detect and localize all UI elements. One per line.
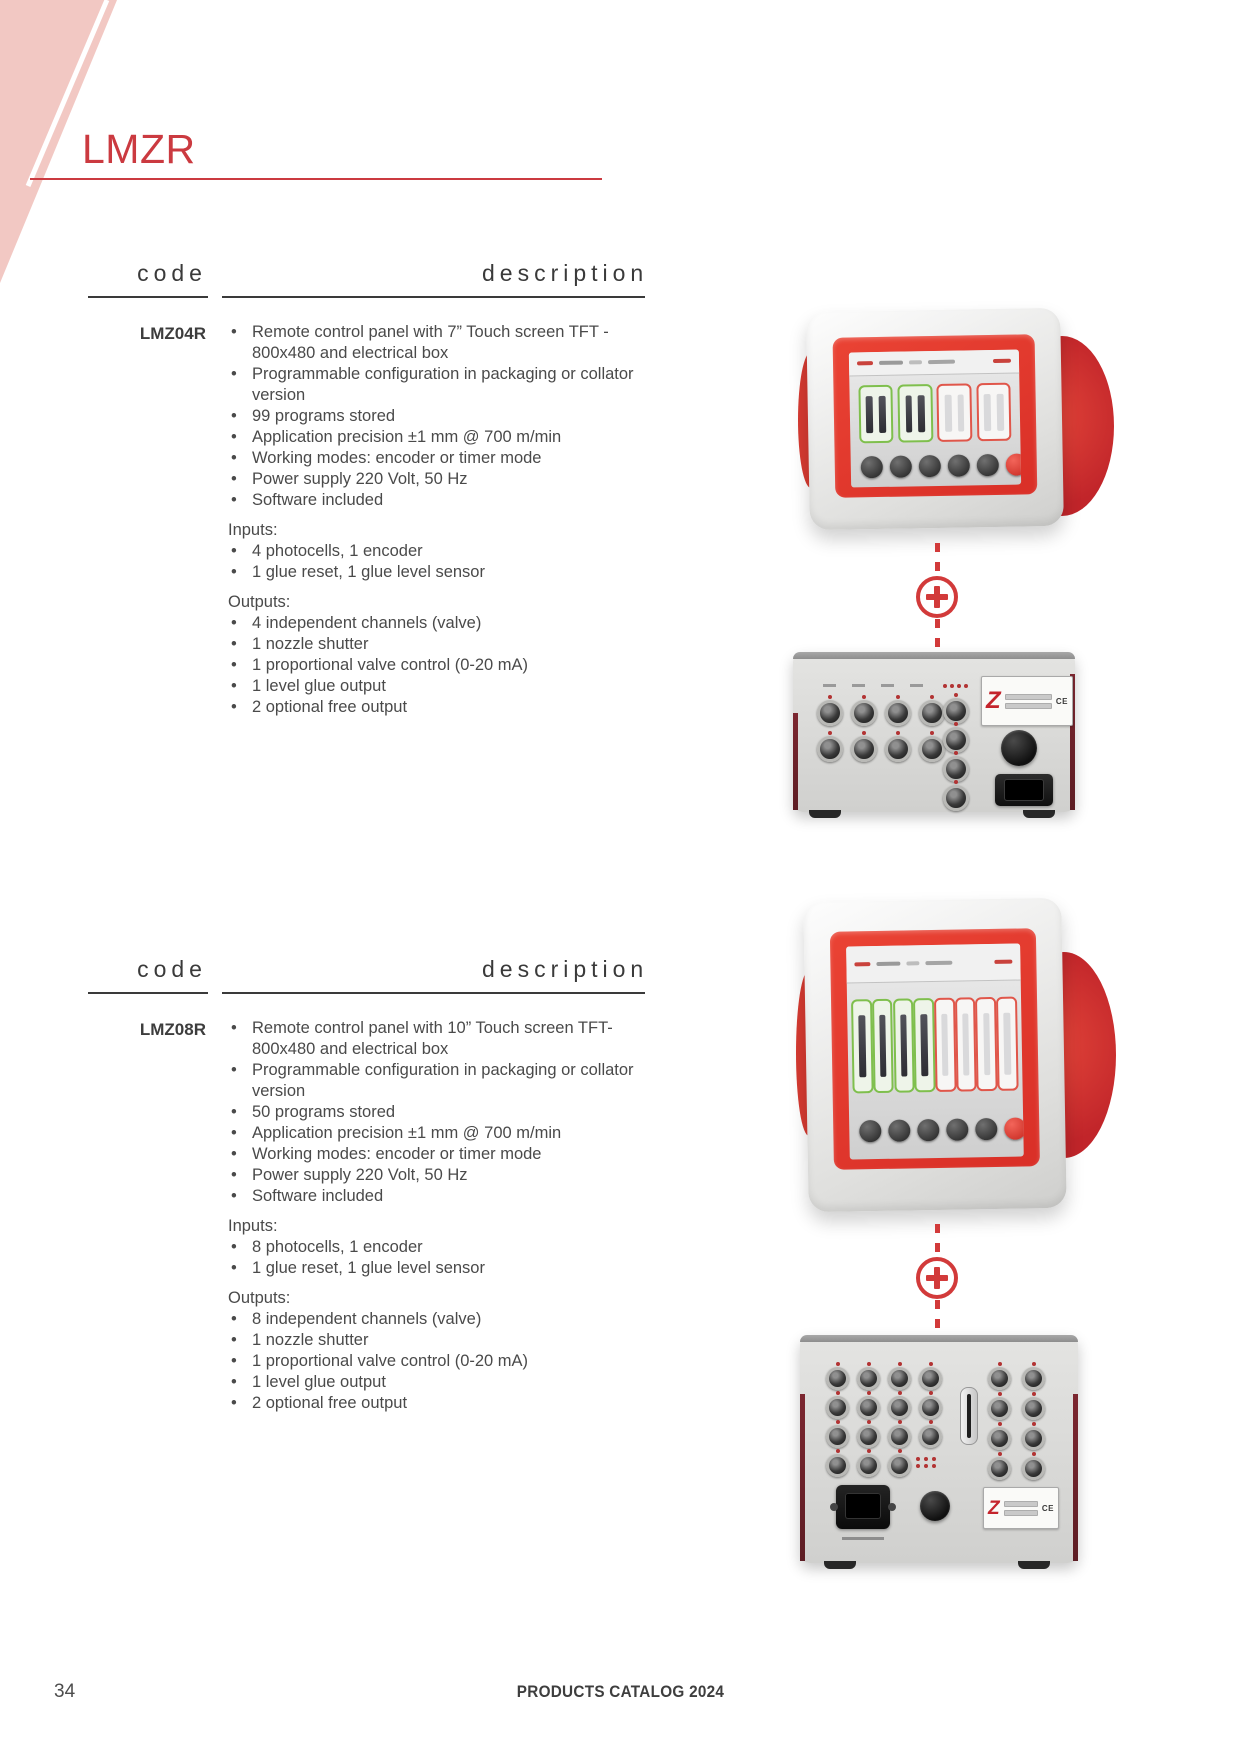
channel-tile-active bbox=[897, 384, 933, 442]
brand-z-logo: Z bbox=[986, 687, 1001, 714]
input-bullet: • 1 glue reset, 1 glue level sensor bbox=[228, 1258, 638, 1279]
spec-bullet: • Programmable configuration in packaging or collator version bbox=[228, 364, 638, 406]
photo-electrical-box-4ch bbox=[793, 652, 1075, 812]
connector-socket bbox=[888, 1367, 911, 1390]
spec-bullet: • Remote control panel with 10” Touch screen TFT- 800x480 and electrical box bbox=[228, 1018, 638, 1060]
connector-socket bbox=[988, 1457, 1011, 1480]
screen-buttons-row bbox=[851, 450, 1022, 487]
spec-bullet: • 50 programs stored bbox=[228, 1102, 638, 1123]
spec-bullet: • Power supply 220 Volt, 50 Hz bbox=[228, 469, 638, 490]
channel-tile-inactive bbox=[955, 997, 977, 1092]
power-label bbox=[842, 1537, 884, 1540]
round-cap bbox=[920, 1491, 950, 1521]
connector-row bbox=[826, 1367, 942, 1390]
connector-socket bbox=[943, 756, 969, 782]
connector-socket bbox=[1022, 1457, 1045, 1480]
connector-socket bbox=[919, 736, 945, 762]
page-number: 34 bbox=[54, 1681, 76, 1702]
connector-socket bbox=[988, 1397, 1011, 1420]
box-foot bbox=[809, 810, 841, 818]
inputs-list bbox=[228, 1237, 638, 1279]
screen-status-bar bbox=[849, 350, 1019, 377]
panel-touchscreen bbox=[849, 350, 1021, 488]
connector-socket bbox=[857, 1454, 880, 1477]
connector-socket bbox=[851, 736, 877, 762]
screen-button-icon bbox=[917, 1119, 939, 1141]
connector-socket bbox=[943, 727, 969, 753]
panel-body bbox=[806, 308, 1064, 530]
spec-bullet: • Programmable configuration in packaging or collator version bbox=[228, 1060, 638, 1102]
inputs-list bbox=[228, 541, 638, 583]
connector-column bbox=[943, 698, 969, 811]
product-code: LMZ04R bbox=[139, 324, 206, 343]
round-cap bbox=[1001, 730, 1037, 766]
connector-socket bbox=[888, 1396, 911, 1419]
channel-tile-inactive bbox=[975, 996, 997, 1091]
output-bullet: • 1 level glue output bbox=[228, 1372, 638, 1393]
screen-buttons-row bbox=[849, 1106, 1024, 1160]
box-left-edge bbox=[793, 713, 798, 810]
outputs-list bbox=[228, 613, 638, 718]
screen-button-icon bbox=[890, 455, 912, 477]
output-bullet: • 4 independent channels (valve) bbox=[228, 613, 638, 634]
outputs-list bbox=[228, 1309, 638, 1414]
output-bullet: • 2 optional free output bbox=[228, 697, 638, 718]
home-button-icon bbox=[1006, 453, 1022, 475]
description-column-header: description bbox=[482, 260, 649, 286]
ce-mark: CE bbox=[1055, 696, 1068, 706]
connector-row bbox=[817, 736, 945, 762]
connector-socket bbox=[1022, 1367, 1045, 1390]
description-header-rule bbox=[222, 992, 645, 994]
connector-socket bbox=[817, 700, 843, 726]
connector-socket bbox=[1022, 1397, 1045, 1420]
title-rule bbox=[30, 178, 602, 180]
spec-bullet: • 99 programs stored bbox=[228, 406, 638, 427]
plus-circle-icon bbox=[916, 576, 958, 618]
connector-socket bbox=[919, 1396, 942, 1419]
product-description bbox=[228, 1018, 638, 1414]
description-header-rule bbox=[222, 296, 645, 298]
output-bullet: • 2 optional free output bbox=[228, 1393, 638, 1414]
channel-tile-active bbox=[851, 999, 873, 1094]
status-dots bbox=[916, 1457, 937, 1468]
input-bullet: • 8 photocells, 1 encoder bbox=[228, 1237, 638, 1258]
plus-connector-icon bbox=[916, 1224, 958, 1334]
channel-tile-active bbox=[858, 385, 894, 443]
connector-socket bbox=[857, 1425, 880, 1448]
spec-bullet: • Application precision ±1 mm @ 700 m/min bbox=[228, 427, 638, 448]
connector-socket bbox=[1022, 1427, 1045, 1450]
code-column-header: code bbox=[137, 260, 207, 286]
panel-body bbox=[803, 898, 1066, 1212]
output-bullet: • 1 nozzle shutter bbox=[228, 1330, 638, 1351]
screen-button-icon bbox=[948, 454, 970, 476]
outputs-label: Outputs: bbox=[228, 593, 291, 611]
spec-bullet: • Remote control panel with 7” Touch screen TFT - 800x480 and electrical box bbox=[228, 322, 638, 364]
connector-socket bbox=[885, 736, 911, 762]
brand-z-logo: Z bbox=[988, 1497, 1000, 1519]
page-title: LMZR bbox=[82, 126, 196, 172]
label-text-lines bbox=[1005, 694, 1052, 709]
spec-bullet: • Application precision ±1 mm @ 700 m/min bbox=[228, 1123, 638, 1144]
terminal-slot bbox=[960, 1387, 978, 1445]
connector-column bbox=[988, 1367, 1011, 1480]
connector-socket bbox=[857, 1396, 880, 1419]
output-bullet: • 1 proportional valve control (0-20 mA) bbox=[228, 655, 638, 676]
connector-socket bbox=[857, 1367, 880, 1390]
connector-socket bbox=[826, 1425, 849, 1448]
output-bullet: • 1 nozzle shutter bbox=[228, 634, 638, 655]
panel-touchscreen bbox=[846, 943, 1024, 1159]
channel-tile-active bbox=[913, 998, 935, 1093]
spec-bullet: • Working modes: encoder or timer mode bbox=[228, 1144, 638, 1165]
panel-bezel bbox=[833, 334, 1038, 498]
product-code: LMZ08R bbox=[139, 1020, 206, 1039]
code-header-rule bbox=[88, 296, 208, 298]
channel-tile-inactive bbox=[996, 996, 1018, 1091]
inputs-label: Inputs: bbox=[228, 521, 278, 539]
inputs-label: Inputs: bbox=[228, 1217, 278, 1235]
screen-button-icon bbox=[861, 456, 883, 478]
spec-bullet: • Working modes: encoder or timer mode bbox=[228, 448, 638, 469]
photo-remote-panel-7in bbox=[800, 310, 1106, 528]
code-column-header: code bbox=[137, 956, 207, 982]
input-bullet: • 4 photocells, 1 encoder bbox=[228, 541, 638, 562]
spec-bullet: • Software included bbox=[228, 1186, 638, 1207]
brand-label bbox=[983, 1487, 1059, 1529]
box-foot bbox=[1018, 1561, 1050, 1569]
connector-socket bbox=[943, 698, 969, 724]
code-header-rule bbox=[88, 992, 208, 994]
connector-socket bbox=[817, 736, 843, 762]
connector-socket bbox=[826, 1454, 849, 1477]
box-foot bbox=[824, 1561, 856, 1569]
connector-socket bbox=[826, 1367, 849, 1390]
box-left-edge bbox=[800, 1394, 805, 1561]
photo-electrical-box-8ch bbox=[800, 1335, 1078, 1563]
connector-socket bbox=[851, 700, 877, 726]
channel-tile-active bbox=[872, 998, 894, 1093]
channel-tile-inactive bbox=[934, 997, 956, 1092]
spec-list bbox=[228, 1018, 638, 1207]
channel-tile-active bbox=[893, 998, 915, 1093]
connector-socket bbox=[919, 1367, 942, 1390]
home-button-icon bbox=[1004, 1117, 1024, 1139]
connector-socket bbox=[988, 1367, 1011, 1390]
plus-connector-icon bbox=[916, 543, 958, 653]
connector-socket bbox=[888, 1454, 911, 1477]
screen-status-bar bbox=[846, 943, 1021, 983]
connector-row bbox=[826, 1396, 942, 1419]
screen-button-icon bbox=[888, 1119, 910, 1141]
screen-button-icon bbox=[975, 1118, 997, 1140]
box-foot bbox=[1023, 810, 1055, 818]
screen-button-icon bbox=[977, 454, 999, 476]
output-bullet: • 1 proportional valve control (0-20 mA) bbox=[228, 1351, 638, 1372]
label-text-lines bbox=[1004, 1501, 1038, 1516]
box-top-edge bbox=[793, 652, 1075, 659]
connector-row bbox=[826, 1425, 942, 1448]
output-bullet: • 1 level glue output bbox=[228, 676, 638, 697]
spec-list bbox=[228, 322, 638, 511]
screen-button-icon bbox=[859, 1120, 881, 1142]
ce-mark: CE bbox=[1041, 1503, 1054, 1513]
status-dots bbox=[943, 684, 968, 688]
plus-circle-icon bbox=[916, 1257, 958, 1299]
glue-channel-tiles bbox=[847, 981, 1023, 1109]
box-top-edge bbox=[800, 1335, 1078, 1342]
power-inlet bbox=[995, 774, 1053, 806]
input-bullet: • 1 glue reset, 1 glue level sensor bbox=[228, 562, 638, 583]
connector-socket bbox=[919, 700, 945, 726]
connector-labels bbox=[823, 684, 923, 687]
connector-socket bbox=[988, 1427, 1011, 1450]
screen-button-icon bbox=[919, 455, 941, 477]
connector-row bbox=[826, 1454, 911, 1477]
output-bullet: • 8 independent channels (valve) bbox=[228, 1309, 638, 1330]
screen-button-icon bbox=[946, 1118, 968, 1140]
connector-socket bbox=[826, 1396, 849, 1419]
connector-column bbox=[1022, 1367, 1045, 1480]
spec-bullet: • Software included bbox=[228, 490, 638, 511]
connector-socket bbox=[888, 1425, 911, 1448]
connector-row bbox=[817, 700, 945, 726]
box-right-edge bbox=[1073, 1394, 1078, 1561]
spec-bullet: • Power supply 220 Volt, 50 Hz bbox=[228, 1165, 638, 1186]
connector-socket bbox=[885, 700, 911, 726]
brand-label bbox=[981, 676, 1073, 726]
channel-tile-inactive bbox=[937, 384, 973, 442]
channel-tile-inactive bbox=[976, 383, 1012, 441]
photo-remote-panel-10in bbox=[798, 900, 1108, 1210]
product-description bbox=[228, 322, 638, 718]
power-inlet-module bbox=[830, 1485, 896, 1529]
description-column-header: description bbox=[482, 956, 649, 982]
panel-bezel bbox=[830, 928, 1040, 1170]
outputs-label: Outputs: bbox=[228, 1289, 291, 1307]
connector-socket bbox=[943, 785, 969, 811]
glue-channel-tiles bbox=[849, 373, 1020, 453]
connector-socket bbox=[919, 1425, 942, 1448]
footer-catalog-title: PRODUCTS CATALOG 2024 bbox=[516, 1682, 725, 1701]
